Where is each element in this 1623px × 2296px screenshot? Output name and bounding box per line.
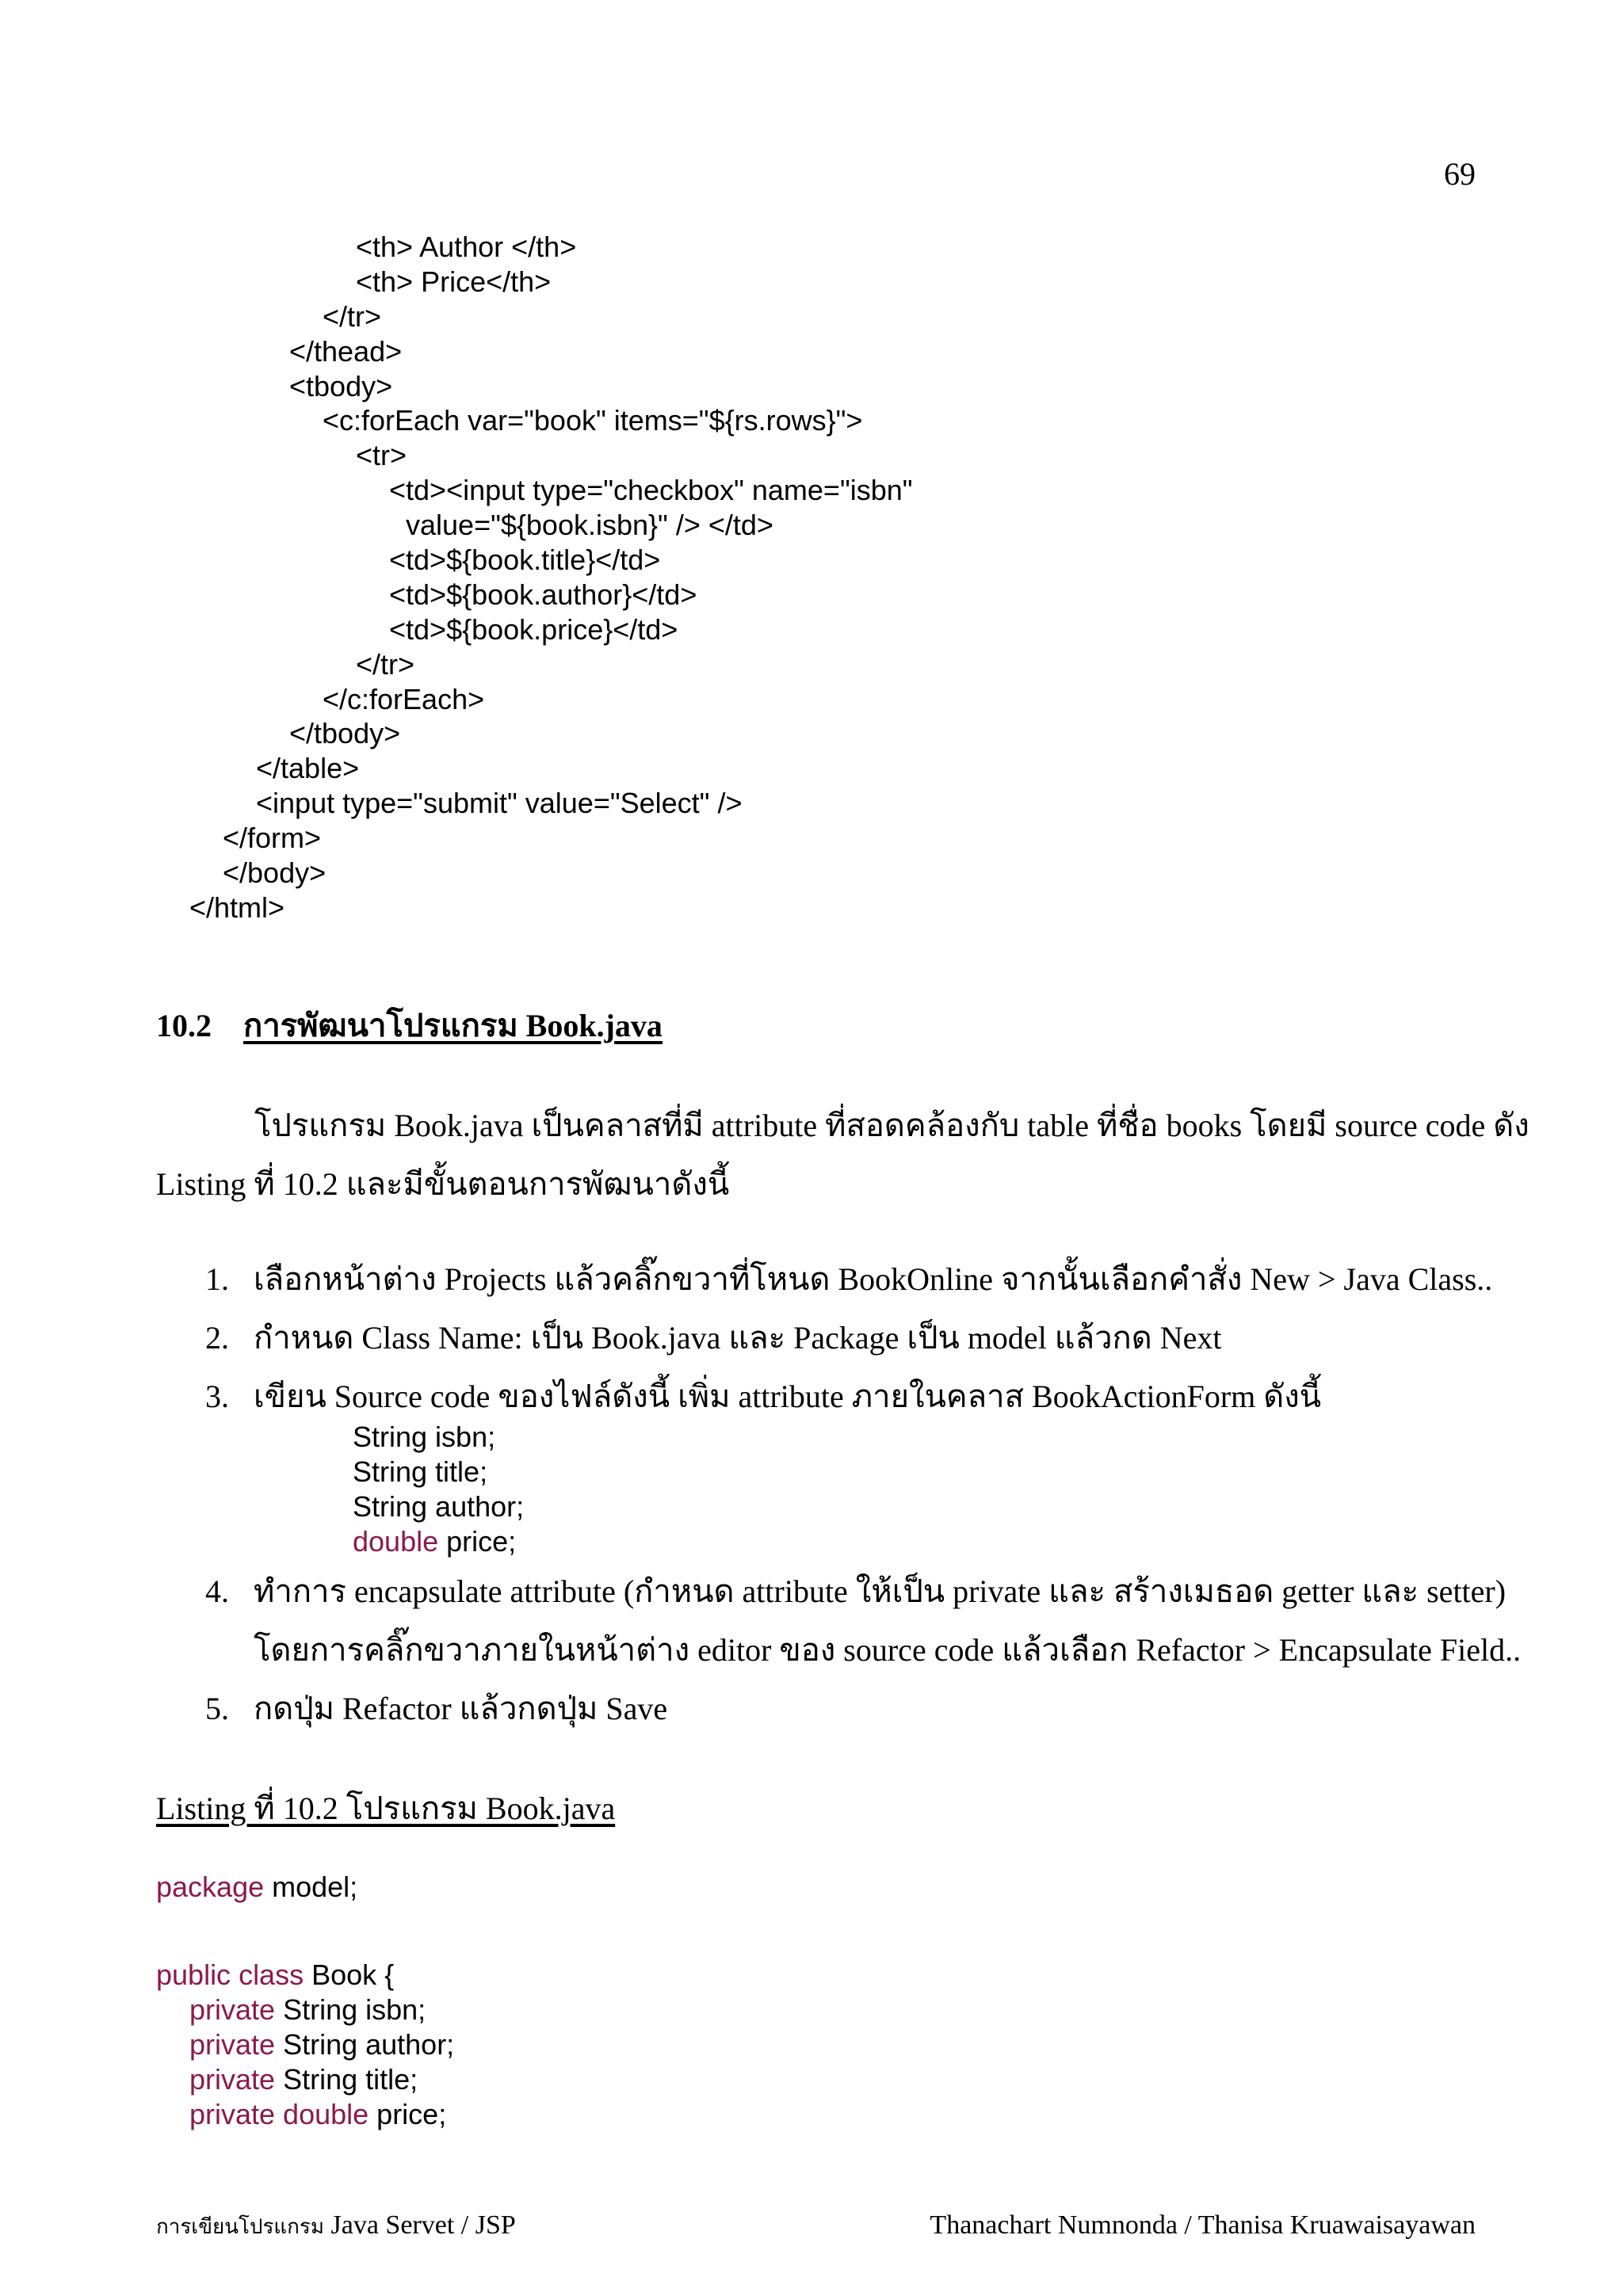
code-line [156, 1993, 454, 2027]
code-line: <th> Author </th> [356, 231, 577, 263]
section-number: 10.2 [156, 1008, 212, 1043]
step-number: 1. [205, 1261, 229, 1297]
code-line [156, 1958, 454, 1993]
step-text: ทำการ encapsulate attribute (กำหนด attribute ให้เป็น private และ สร้างเมธอด getter และ setter) [254, 1573, 1507, 1609]
code-text: Book { [304, 1958, 395, 1991]
code-line: <td>${book.price}</td> [389, 612, 678, 646]
keyword: private double [189, 2098, 369, 2130]
step-text: โดยการคลิ๊กขวาภายในหน้าต่าง editor ของ source code แล้วเลือก Refactor > Encapsulate Field.. [254, 1632, 1522, 1668]
step-text: กำหนด Class Name: เป็น Book.java และ Package เป็น model แล้วกด Next [254, 1320, 1222, 1356]
step-3 [156, 1367, 1472, 1426]
code-text: String author; [275, 2028, 455, 2061]
code-line: <td><input type="checkbox" name="isbn" [389, 474, 913, 507]
keyword: private [189, 2063, 276, 2096]
code-line: </body> [223, 856, 327, 890]
step-number: 5. [205, 1691, 229, 1726]
step-text: กดปุ่ม Refactor แล้วกดปุ่ม Save [254, 1691, 668, 1726]
footer-book-label: การเขียนโปรแกรม [156, 2215, 325, 2238]
code-line: </thead> [289, 334, 403, 368]
code-line [353, 1524, 1623, 1559]
page-number: 69 [1444, 156, 1476, 192]
code-line: <input type="submit" value="Select" /> [256, 787, 743, 820]
java-package-line [156, 1870, 357, 1905]
code-line: </tr> [323, 299, 382, 333]
step-3-code [353, 1420, 1623, 1559]
keyword: private [189, 1993, 276, 2026]
code-text: String isbn; [275, 1993, 426, 2026]
footer-book-title: Java Servet / JSP [324, 2210, 516, 2240]
intro-paragraph [156, 1097, 1529, 1214]
code-line [156, 2027, 454, 2062]
code-line: String title; [353, 1455, 488, 1488]
code-line: </form> [223, 822, 322, 855]
code-text: model; [264, 1871, 358, 1903]
step-number: 2. [205, 1320, 229, 1356]
step-2 [156, 1309, 1472, 1367]
code-line: value="${book.isbn}" /> </td> [406, 509, 773, 542]
keyword: private [189, 2028, 276, 2061]
section-title: การพัฒนาโปรแกรม Book.java [243, 1008, 663, 1043]
code-line: </c:forEach> [323, 682, 485, 715]
code-text: String title; [275, 2063, 418, 2096]
code-line [156, 2097, 454, 2132]
section-heading [156, 1000, 663, 1051]
step-number: 3. [205, 1379, 229, 1414]
code-line: <th> Price</th> [356, 265, 552, 298]
code-line: </html> [189, 891, 285, 924]
intro-line-1: โปรแกรม Book.java เป็นคลาสที่มี attribute ที่สอดคล้องกับ table ที่ชื่อ books โดยมี source code ดัง [254, 1108, 1529, 1143]
code-line: String isbn; [353, 1421, 496, 1453]
step-4 [156, 1562, 1507, 1621]
step-5 [156, 1680, 1472, 1738]
keyword: double [353, 1525, 439, 1558]
keyword: package [156, 1871, 265, 1903]
listing-title: Listing ที่ 10.2 โปรแกรม Book.java [156, 1791, 616, 1826]
code-line: <td>${book.author}</td> [389, 578, 697, 611]
step-text: เขียน Source code ของไฟล์ดังนี้ เพิ่ม attribute ภายในคลาส BookActionForm ดังนี้ [254, 1379, 1322, 1414]
code-line: </table> [256, 752, 360, 785]
step-number: 4. [205, 1573, 229, 1609]
html-code-block [156, 230, 913, 925]
steps-list [156, 1250, 1522, 1738]
java-class-block [156, 1958, 454, 2132]
footer-left [156, 2210, 516, 2243]
code-line: </tbody> [289, 717, 401, 750]
code-line: <td>${book.title}</td> [389, 543, 661, 577]
code-line: String author; [353, 1490, 525, 1523]
step-1 [156, 1250, 1493, 1309]
code-text: price; [438, 1525, 517, 1558]
footer-authors: Thanachart Numnonda / Thanisa Kruawaisayawan [930, 2210, 1476, 2240]
code-line [156, 2062, 454, 2097]
intro-line-2: Listing ที่ 10.2 และมีขั้นตอนการพัฒนาดังนี้ [156, 1166, 730, 1202]
code-text: price; [369, 2098, 447, 2130]
step-text: เลือกหน้าต่าง Projects แล้วคลิ๊กขวาที่โหนด BookOnline จากนั้นเลือกคำสั่ง New > Java Class.. [254, 1261, 1493, 1297]
step-4-continued [156, 1621, 1522, 1680]
code-line: </tr> [356, 647, 415, 681]
code-line: <tr> [356, 439, 407, 472]
code-line: <tbody> [289, 369, 393, 402]
keyword: public class [156, 1958, 304, 1991]
code-line: <c:forEach var="book" items="${rs.rows}"> [323, 404, 863, 437]
